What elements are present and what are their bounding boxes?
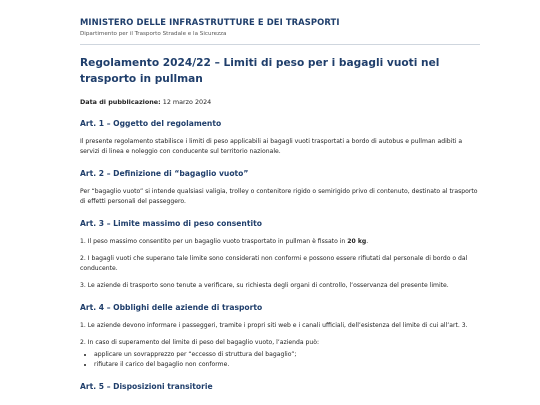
article-1-heading: Art. 1 – Oggetto del regolamento <box>80 119 222 128</box>
article-3-paragraph-2: 2. I bagagli vuoti che superano tale limite sono considerati non conformi e possono essere rifiutati dal personale di bordo o dal conducente. <box>80 255 468 272</box>
article-3-paragraph-3: 3. Le aziende di trasporto sono tenute a verificare, su richiesta degli organi di controllo, l’osservanza del presente limite. <box>80 282 449 289</box>
publication-date <box>80 98 480 107</box>
article-2-paragraph: Per “bagaglio vuoto” si intende qualsiasi valigia, trolley o contenitore rigido o semirigido privo di contenuto, destinato al trasporto di effetti personali del passeggero. <box>80 188 478 205</box>
article-3-p1-end: . <box>366 238 369 245</box>
article-3-p1-text: 1. Il peso massimo consentito per un bagaglio vuoto trasportato in pullman è fissato in <box>80 238 348 245</box>
article-4-heading: Art. 4 – Obblighi delle aziende di trasporto <box>80 303 263 312</box>
list-item: • rifiutare il carico del bagaglio non conforme. <box>94 360 480 370</box>
document-content <box>80 17 480 392</box>
ministry-name: MINISTERO DELLE INFRASTRUTTURE E DEI TRASPORTI <box>80 17 340 27</box>
article-5 <box>80 382 480 392</box>
article-5-heading: Art. 5 – Disposizioni transitorie <box>80 382 213 391</box>
page-title: Regolamento 2024/22 – Limiti di peso per i bagagli vuoti nel trasporto in pullman <box>80 57 440 85</box>
publication-date-label: Data di pubblicazione: <box>80 98 161 106</box>
article-2 <box>80 169 480 207</box>
list-item: • applicare un sovrapprezzo per “eccesso di struttura del bagaglio”; <box>94 350 480 360</box>
article-3 <box>80 219 480 291</box>
article-1-paragraph: Il presente regolamento stabilisce i limiti di peso applicabili ai bagagli vuoti trasportati a bordo di autobus e pullman adibiti a servizi di linea e noleggio con conducente sul territorio nazionale. <box>80 138 463 155</box>
publication-date-value: 12 marzo 2024 <box>162 98 212 106</box>
article-4-bullet-list <box>80 350 480 370</box>
article-4 <box>80 303 480 370</box>
department-name: Dipartimento per il Trasporto Stradale e la Sicurezza <box>80 31 227 37</box>
article-1 <box>80 119 480 157</box>
article-4-paragraph-1: 1. Le aziende devono informare i passeggeri, tramite i propri siti web e i canali ufficiali, dell’esistenza del limite di cui all’art. 3. <box>80 322 468 329</box>
weight-limit-value: 20 kg <box>347 238 367 245</box>
article-3-heading: Art. 3 – Limite massimo di peso consentito <box>80 219 262 228</box>
article-2-heading: Art. 2 – Definizione di “bagaglio vuoto” <box>80 169 249 178</box>
article-4-paragraph-2: 2. In caso di superamento del limite di peso del bagaglio vuoto, l’azienda può: <box>80 339 320 346</box>
header-divider <box>80 44 480 45</box>
article-3-paragraph-1 <box>80 237 480 247</box>
